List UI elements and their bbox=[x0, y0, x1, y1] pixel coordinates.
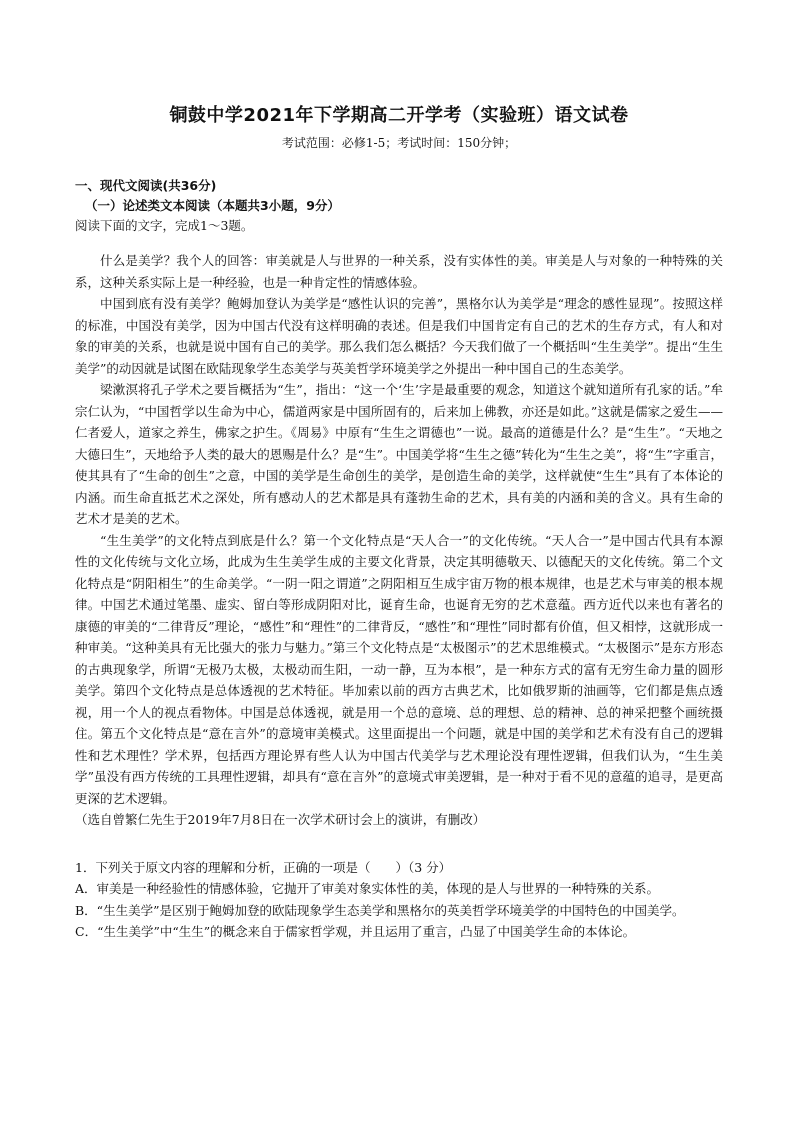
passage-source: （选自曾繁仁先生于2019年7月8日在一次学术研讨会上的演讲，有删改） bbox=[75, 812, 486, 827]
section-title: 一、现代文阅读(共36分) bbox=[75, 178, 217, 193]
question-stem: 1．下列关于原文内容的理解和分析，正确的一项是（ ）（3 分） bbox=[75, 859, 452, 875]
passage-paragraph: 什么是美学？我个人的回答：审美就是人与世界的一种关系，没有实体性的美。审美是人与对象的一种特殊的关系，这种关系实际上是一种经验，也是一种肯定性的情感体验。 bbox=[75, 253, 723, 290]
option-c: C．“生生美学”中“生生”的概念来自于儒家哲学观，并且运用了重言，凸显了中国美学生命的本体论。 bbox=[75, 924, 636, 939]
exam-page bbox=[75, 100, 723, 943]
subsection-title: （一）论述类文本阅读（本题共3小题，9分） bbox=[85, 198, 340, 213]
option-a: A．审美是一种经验性的情感体验，它抛开了审美对象实体性的美，体现的是人与世界的一种特殊的关系。 bbox=[75, 881, 660, 896]
passage-paragraph: 中国到底有没有美学？鲍姆加登认为美学是“感性认识的完善”，黑格尔认为美学是“理念的感性显现”。按照这样的标准，中国没有美学，因为中国古代没有这样明确的表述。但是我们中国肯定有自己的艺术的生存方式，有人和对象的审美的关系，也就是说中国有自己的美学。那么我们怎么概括？今天我们做了一个概括叫“生生美学”。提出“生生美学”的动因就是试图在欧陆现象学生态美学与英美哲学环境美学之外提出一种中国自己的生态美学。 bbox=[75, 296, 723, 376]
reading-instruction: 阅读下面的文字，完成1～3题。 bbox=[75, 218, 254, 233]
reading-passage bbox=[75, 250, 723, 831]
exam-subtitle: 考试范围：必修1-5；考试时间：150分钟； bbox=[281, 136, 517, 150]
option-b: B．“生生美学”是区别于鲍姆加登的欧陆现象学生态美学和黑格尔的英美哲学环境美学的中国特色的中国美学。 bbox=[75, 902, 685, 918]
passage-paragraph: “生生美学”的文化特点到底是什么？第一个文化特点是“天人合一”的文化传统。“天人合一”是中国古代具有本源性的文化传统与文化立场，此成为生生美学生成的主要文化背景，决定其明德敬天、以德配天的文化传统。第二个文化特点是“阴阳相生”的生命美学。“一阴一阳之谓道”之阴阳相互生成宇宙万物的根本规律，也是艺术与审美的根本规律。中国艺术通过笔墨、虚实、留白等形成阴阳对比，诞育生命，也诞育无穷的艺术意蕴。西方近代以来也有著名的康德的审美的“二律背反”理论，“感性”和“理性”的二律背反，“感性”和“理性”同时都有价值，但又相悖，这就形成一种审美。“这种美具有无比强大的张力与魅力。”第三个文化特点是“太极图示”的艺术思维模式。“太极图示”是东方形态的古典现象学，所谓“无极乃太极，太极动而生阳，一动一静，互为本根”，是一种东方式的富有无穷生命力量的圆形美学。第四个文化特点是总体透视的艺术特征。毕加索以前的西方古典艺术，比如俄罗斯的油画等，它们都是焦点透视，用一个人的视点看物体。中国是总体透视，就是用一个总的意境、总的理想、总的精神、总的神采把整个画统摄住。第五个文化特点是“意在言外”的意境审美模式。这里面提出一个问题，就是中国的美学和艺术有没有自己的逻辑性和艺术理性？学术界，包括西方理论界有些人认为中国古代美学与艺术理论没有理性逻辑，但我们认为，“生生美学”虽没有西方传统的工具理性逻辑，却具有“意在言外”的意境式审美逻辑，是一种对于看不见的意蕴的追寻，是更高更深的艺术逻辑。 bbox=[75, 532, 723, 806]
passage-paragraph: 梁漱溟将孔子学术之要旨概括为“生”，指出：“这一个‘生’字是最重要的观念，知道这个就知道所有孔家的话。”牟宗仁认为，“中国哲学以生命为中心，儒道两家是中国所固有的，后来加上佛教，亦还是如此。”这就是儒家之爱生——仁者爱人，道家之养生，佛家之护生。《周易》中原有“生生之谓德也”一说。最高的道德是什么？是“生生”。“天地之大德曰生”，天地给予人类的最大的恩赐是什么？是“生”。中国美学将“生生之德”转化为“生生之美”，将“生”字重言，使其具有了“生命的创生”之意，中国的美学是生命创生的美学，是创造生命的美学，这样就使“生生”具有了本体论的内涵。而生命直抵艺术之深处，所有感动人的艺术都是具有蓬勃生命的艺术，具有美的内涵和美的含义。具有生命的艺术才是美的艺术。 bbox=[75, 382, 723, 526]
question-1 bbox=[75, 857, 723, 943]
exam-title: 铜鼓中学2021年下学期高二开学考（实验班）语文试卷 bbox=[169, 105, 629, 126]
question-options bbox=[75, 878, 723, 943]
